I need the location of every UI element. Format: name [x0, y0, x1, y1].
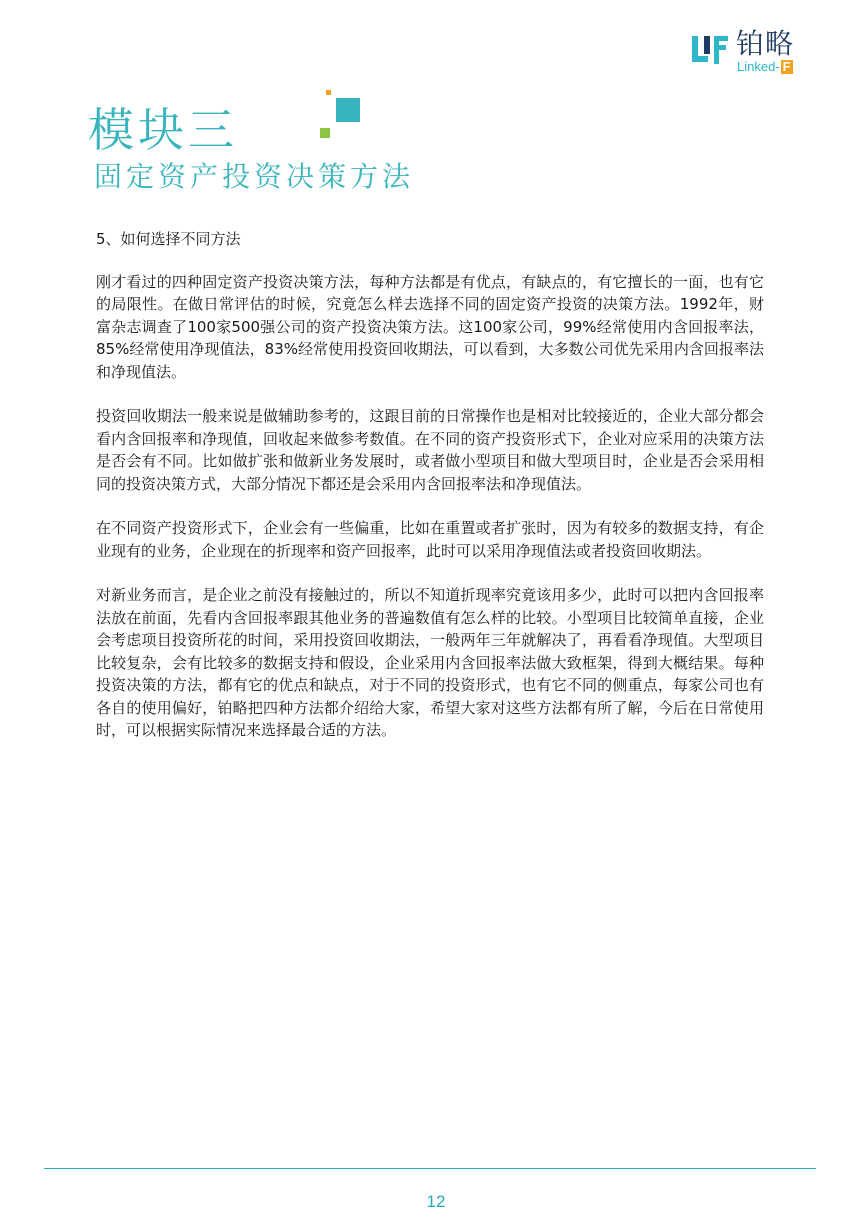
- brand-name-cn: 铂略: [736, 27, 795, 60]
- paragraph-1: 刚才看过的四种固定资产投资决策方法，每种方法都是有优点，有缺点的，有它擅长的一面，也有它的局限性。在做日常评估的时候，究竟怎么样去选择不同的固定资产投资的决策方法。1992年，财富杂志调查了100家500强公司的资产投资决策方法。这100家公司，99%经常使用内含回报率法，85%经常使用净现值法，83%经常使用投资回收期法，可以看到，大多数公司优先采用内含回报率法和净现值法。: [96, 272, 764, 381]
- brand-name-en-suffix: F: [782, 59, 791, 74]
- module-title: 模块三: [88, 103, 238, 157]
- section-heading: 5、如何选择不同方法: [96, 230, 241, 248]
- brand-name-en: [737, 60, 793, 74]
- brand-name-en-text: Linked-: [737, 59, 780, 74]
- paragraph-4: 对新业务而言，是企业之前没有接触过的，所以不知道折现率究竟该用多少，此时可以把内含回报率法放在前面，先看内含回报率跟其他业务的普遍数值有怎么样的比较。小型项目比较简单直接，企业会考虑项目投资所花的时间，采用投资回收期法，一般两年三年就解决了，再看看净现值。大型项目比较复杂，会有比较多的数据支持和假设，企业采用内含回报率法做大致框架，得到大概结果。每种投资决策的方法，都有它的优点和缺点，对于不同的投资形式，也有它不同的侧重点，每家公司也有各自的使用偏好，铂略把四种方法都介绍给大家，希望大家对这些方法都有所了解，今后在日常使用时，可以根据实际情况来选择最合适的方法。: [96, 586, 764, 739]
- document-body: [96, 228, 764, 764]
- page-number: 12: [426, 1192, 446, 1211]
- paragraph-3: 在不同资产投资形式下，企业会有一些偏重，比如在重置或者扩张时，因为有较多的数据支持，有企业现有的业务，企业现在的折现率和资产回报率，此时可以采用净现值法或者投资回收期法。: [96, 519, 764, 560]
- brand-logo: [690, 28, 815, 78]
- decorative-squares-icon: [316, 90, 366, 146]
- footer-divider: [44, 1168, 816, 1169]
- module-subtitle: 固定资产投资决策方法: [94, 160, 415, 193]
- brand-logo-mark-icon: [690, 30, 730, 70]
- paragraph-2: 投资回收期法一般来说是做辅助参考的，这跟目前的日常操作也是相对比较接近的，企业大部分都会看内含回报率和净现值，回收起来做参考数值。在不同的资产投资形式下，企业对应采用的决策方法是否会有不同。比如做扩张和做新业务发展时，或者做小型项目和做大型项目时，企业是否会采用相同的投资决策方式，大部分情况下都还是会采用内含回报率法和净现值法。: [96, 407, 764, 493]
